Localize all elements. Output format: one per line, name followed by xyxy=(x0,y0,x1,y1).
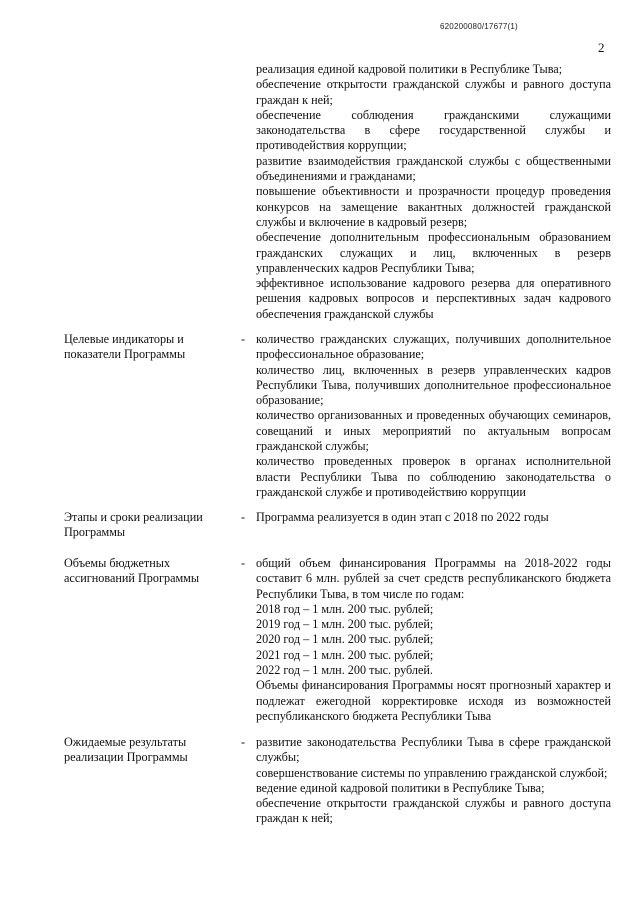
section-items xyxy=(256,510,611,525)
list-item: обеспечение открытости гражданской службы и равного доступа граждан к ней; xyxy=(256,77,611,107)
list-item: развитие взаимодействия гражданской службы с общественными объединениями и гражданами; xyxy=(256,153,611,184)
list-item: обеспечение дополнительным профессиональным образованием гражданских служащих и лиц, включенных в резерв управленческих кадров Республики Тыва; xyxy=(256,230,611,275)
section-dash: - xyxy=(241,556,246,570)
section-items xyxy=(256,556,611,724)
budget-intro: общий объем финансирования Программы на 2018-2022 годы составит 6 млн. рублей за счет средств республиканского бюджета Республики Тыва, в том числе по годам: xyxy=(256,556,611,601)
section-dash: - xyxy=(241,735,246,749)
section-label: Ожидаемые результаты реализации Программы xyxy=(64,735,188,765)
section-dash: - xyxy=(241,510,246,524)
document-id: 620200080/17677(1) xyxy=(440,22,518,31)
budget-year: 2020 год – 1 млн. 200 тыс. рублей; xyxy=(256,632,434,647)
list-item: обеспечение соблюдения гражданскими служащими законодательства в сфере государственной службы и противодействия коррупции; xyxy=(256,107,611,153)
section-items xyxy=(256,735,611,827)
list-item: обеспечение открытости гражданской службы и равного доступа граждан к ней; xyxy=(256,796,611,826)
page-number: 2 xyxy=(598,40,605,55)
list-item: количество проведенных проверок в органах исполнительной власти Республики Тыва по соблюдению законодательства о гражданской службе и противодействию коррупции xyxy=(256,454,611,499)
budget-year: 2019 год – 1 млн. 200 тыс. рублей; xyxy=(256,617,434,632)
list-item: Программа реализуется в один этап с 2018 по 2022 годы xyxy=(256,510,549,524)
section-label: Этапы и сроки реализации Программы xyxy=(64,510,203,540)
budget-year: 2021 год – 1 млн. 200 тыс. рублей; xyxy=(256,647,434,662)
section-items xyxy=(256,332,611,500)
section-label: Целевые индикаторы и показатели Программы xyxy=(64,332,186,362)
list-item: количество лиц, включенных в резерв управленческих кадров Республики Тыва, получивших дополнительное профессиональное образование; xyxy=(256,362,611,408)
list-item: количество организованных и проведенных обучающих семинаров, совещаний и иных мероприятий по актуальным вопросам гражданской службы; xyxy=(256,408,611,454)
budget-note: Объемы финансирования Программы носят прогнозный характер и подлежат ежегодной корректировке исходя из возможностей республиканского бюджета Республики Тыва xyxy=(256,678,611,723)
list-item: эффективное использование кадрового резерва для оперативного решения кадровых вопросов и перспективных задач кадрового обеспечения гражданской службы xyxy=(256,276,611,321)
section-dash: - xyxy=(241,332,246,346)
budget-year: 2022 год – 1 млн. 200 тыс. рублей. xyxy=(256,663,433,678)
intro-list xyxy=(256,62,611,322)
list-item: количество гражданских служащих, получивших дополнительное профессиональное образование; xyxy=(256,332,611,362)
budget-year: 2018 год – 1 млн. 200 тыс. рублей; xyxy=(256,601,434,616)
list-item: ведение единой кадровой политики в Республике Тыва; xyxy=(256,780,545,795)
list-item: реализация единой кадровой политики в Республике Тыва; xyxy=(256,62,563,76)
list-item: развитие законодательства Республики Тыва в сфере гражданской службы; xyxy=(256,735,611,765)
list-item: совершенствование системы по управлению гражданской службой; xyxy=(256,765,608,780)
section-label: Объемы бюджетных ассигнований Программы xyxy=(64,556,200,586)
list-item: повышение объективности и прозрачности процедур проведения конкурсов на замещение вакантных должностей гражданской службы и включение в кадровый резерв; xyxy=(256,184,611,229)
